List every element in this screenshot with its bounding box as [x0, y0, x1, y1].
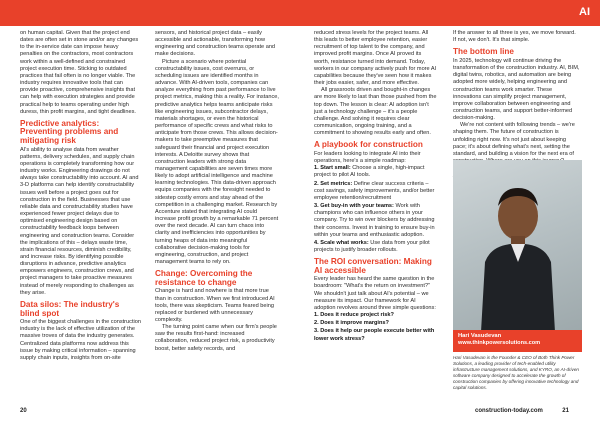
paragraph: The turning point came when our firm's people saw the results first-hand: increased collaboration, reduced project risk, a productivity boost, better safety records, and — [155, 324, 277, 352]
list-item: 3. Get buy-in with your teams: Work with champions who can influence others in your company. Try to win over blockers by addressing their concerns. Invest in training to ensure buy-in within your teams and enthusiastic adoption. — [314, 203, 435, 238]
column-4 — [453, 30, 580, 180]
list-item: 3. Does it help our people execute better with lower work stress? — [314, 328, 435, 342]
section-heading: The ROI conversation: Making AI accessible — [314, 257, 432, 275]
roi-questions — [314, 312, 438, 343]
paragraph: All grassroots driven and bought-in changes are more likely to last than those pushed from the top down. The lesson is clear: AI adoption isn't just a technology challenge – it's a people challenge. And solving it requires clear communication, ongoing training, and a commitment to showing results early and often. — [314, 87, 437, 137]
paragraph: One of the biggest challenges in the construction industry is the lack of effective utilization of the massive troves of data the industry generates. Centralized data platforms now address this issue by making critical information – spanning supply chain inputs, insights from on-site — [20, 319, 141, 361]
author-caption — [453, 330, 582, 352]
list-item: 1. Start small: Choose a single, high-impact project to pilot AI tools. — [314, 165, 425, 179]
paragraph: If the answer to all three is yes, we move forward. If not, we don't. It's that simple. — [453, 30, 576, 44]
author-bio: Hari Vasudevan is the Founder & CEO of Both Think Power Solutions, a leading provider of tech-enabled utility infrastructure management solutions, and KYRO, an AI-driven software company designed to accelerate the growth of construction companies by offering innovative technology and capital solutions. — [453, 355, 579, 390]
section-heading: Data silos: The industry's blind spot — [20, 299, 120, 318]
paragraph: AI's ability to analyse data from weather patterns, delivery schedules, and supply chain operations is completely transforming how our industry works. Engineering drawings do not always take constructability into account. AI and 3-D platforms can help identify constructability issues well before a project goes out for construction in the field. Businesses that use reliable data and constructability studies have experienced fewer project delays due to optimised engineering design based on constructability feedback loops between engineering and construction teams. Consider the implications of this – delays waste time, strain financial resources, diminish credibility, and increase risks. By identifying possible disruptions in advance, predictive analytics empowers engineers, construction crews, and project managers to take proactive measures instead of merely responding to challenges as they arise. — [20, 146, 139, 296]
list-item: 1. Does it reduce project risk? — [314, 312, 394, 319]
section-heading: Predictive analytics: Preventing problems and mitigating risk — [20, 118, 119, 146]
author-photo — [453, 160, 582, 330]
header-bar — [0, 0, 600, 26]
paragraph: on human capital. Given that the project end dates are often set in stone and/or any changes to the in-service date can impose heavy penalties on the contractors, most contractors work within a well-defined and constrained project execution time. Sticking to outdated practices that fail often is no longer viable. The industry requires innovative tools that can provide proactive, comprehensive insights that can help with execution strategies and provide practical help to teams operating under high duress, thin profit margins, and tight deadlines. — [20, 30, 139, 115]
paragraph: Change is hard and nowhere is that more true than in construction. When we first introduced AI tools, there was skepticism. Teams feared being replaced or burdened with unnecessary complexity. — [155, 288, 275, 323]
list-item: 4. Scale what works: Use data from your pilot projects to justify broader rollouts. — [314, 239, 430, 253]
section-heading: The bottom line — [453, 47, 514, 57]
list-item: 2. Does it improve margins? — [314, 320, 389, 327]
section-heading: A playbook for construction — [314, 140, 423, 150]
column-2 — [155, 30, 279, 353]
paragraph: Every leader has heard the same question in the boardroom: "What's the return on investment?" We shouldn't just talk about AI's potential – we measure its impact. Our framework for AI adoption revolves around three simple questions: — [314, 276, 436, 311]
paragraph: For leaders looking to integrate AI into their operations, here's a simple roadmap: — [314, 150, 421, 165]
column-3 — [314, 30, 438, 344]
paragraph: sensors, and historical project data – easily accessible and actionable, transforming how engineering and construction teams operate and make decisions. — [155, 30, 276, 58]
paragraph: We're not content with following trends – we're shaping them. The future of construction is unfolding right now. It's not just about keeping pace; it's about defining what's next, setting the standard, and building a vision for the next era of — [453, 122, 575, 157]
author-name: Hari Vasudevan — [458, 333, 502, 339]
section-heading: Change: Overcoming the resistance to change — [155, 269, 253, 287]
footer-right — [475, 408, 569, 414]
paragraph: reduced stress levels for the project teams. All this leads to better employee retention, easier recruitment of top talent to the company, and improved profit margins. Once AI proved its worth, resistance turned into demand. Today, workers in our company actively push for more AI capabilities because they've seen how it makes their jobs easier, safer, and more effective. — [314, 30, 437, 87]
site-url[interactable]: construction-today.com — [475, 408, 543, 414]
section-tag: AI — [579, 6, 590, 18]
list-item: 2. Set metrics: Define clear success criteria – cost savings, safety improvements, and/or better employee retention/recruitment — [314, 180, 435, 201]
paragraph: Picture a scenario where potential constructability issues, cost overruns, or scheduling issues are identified months in advance. With AI-driven tools, companies can analyze everything from past performance to live project metrics, making this a reality. For instance, predictive analytics helps teams anticipate risks like engineering issues, subcontractor delays, materials shortages, or even the historical performance of specific crews and what risks to anticipate from those crews. This allows decision-makers to take preemptive measures that safeguard their financial and project execution interests. A Deloitte survey shows that construction leaders with strong data management capabilities are seven times more likely to adopt artificial intelligence and machine learning technologies. This data-driven approach equips companies with the foresight needed to sidestep costly errors and stay ahead of the competition in a challenging market. Research by Accenture stated that integrating AI could increase profit growth by a remarkable 71 percent over the next decade. AI can turn chaos into clarity and inefficiencies into opportunities by turning heaps of data into meaningful collaborative decision-making tools for engineering, construction, and project management teams to rely on. — [155, 58, 279, 265]
column-1 — [20, 30, 141, 362]
page-number-right: 21 — [562, 408, 569, 414]
paragraph: In 2025, technology will continue driving the transformation of the construction industry. AI, BIM, digital twins, robotics, and automation are being adopted more widely, helping engineering and construction teams work smarter. These innovations can simplify project management, improve collaboration between engineering and construction teams, and support better-informed decision-making. — [453, 57, 580, 122]
page-number-left: 20 — [20, 408, 27, 414]
roadmap-list — [314, 165, 438, 254]
author-url[interactable]: www.thinkpowersolutions.com — [458, 340, 541, 346]
person-silhouette — [481, 182, 555, 330]
